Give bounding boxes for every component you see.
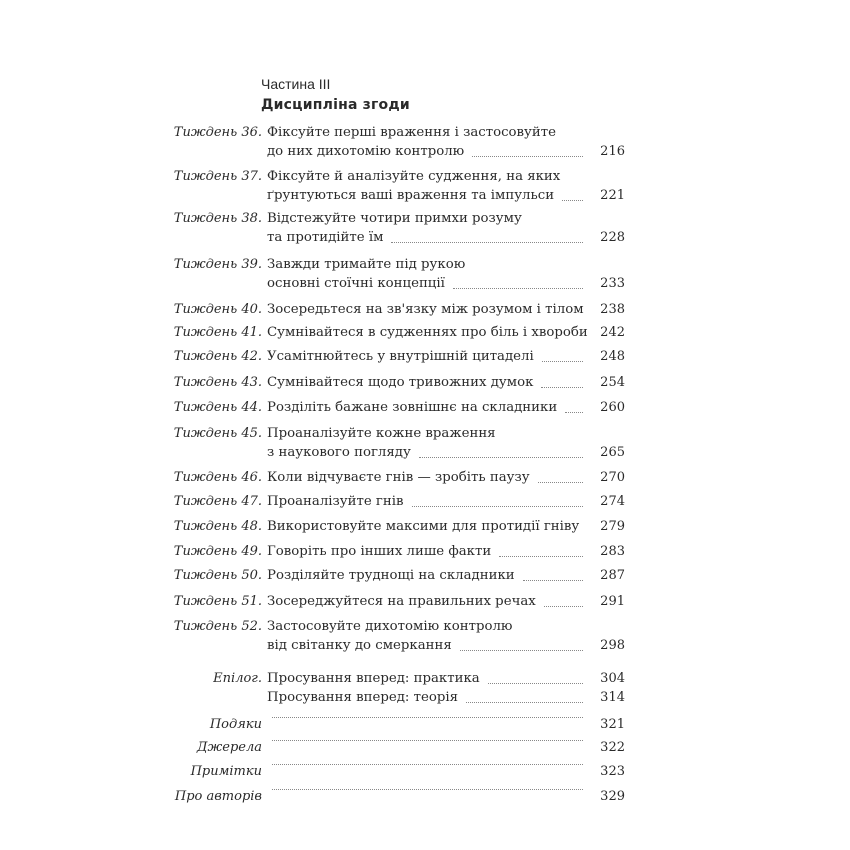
entry-label: Тиждень 45. [173, 426, 262, 441]
part-label: Частина III [261, 76, 331, 92]
entry-title [267, 168, 583, 186]
entry-title-text: Коли відчуваєте гнів — зробіть паузу [267, 470, 530, 485]
entry-label: Тиждень 40. [173, 302, 262, 317]
dot-leader [391, 241, 583, 243]
page-number: 291 [600, 594, 625, 609]
entry-label: Тиждень 52. [173, 619, 262, 634]
toc-entry[interactable] [0, 374, 850, 392]
page-number: 287 [600, 568, 625, 583]
dot-leader [544, 605, 583, 607]
entry-title-text: Відстежуйте чотири примхи розуму [267, 211, 522, 226]
entry-title [272, 788, 583, 794]
page-number: 298 [600, 638, 625, 653]
entry-title [272, 716, 583, 722]
dot-leader [466, 701, 583, 703]
entry-title-text: Просування вперед: теорія [267, 690, 459, 705]
page-number: 322 [600, 740, 625, 755]
dot-leader [272, 763, 583, 765]
toc-entry[interactable] [0, 399, 850, 417]
entry-label: Подяки [209, 717, 262, 732]
entry-label: Про авторів [174, 789, 262, 804]
dot-leader [419, 456, 583, 458]
dot-leader [542, 360, 583, 362]
entry-title [267, 143, 583, 161]
entry-title [267, 210, 583, 228]
entry-title-text: Фіксуйте перші враження і застосовуйте [267, 125, 556, 140]
entry-title [267, 425, 583, 443]
toc-entry[interactable] [0, 716, 850, 734]
dot-leader [472, 155, 583, 157]
toc-entry[interactable] [0, 689, 850, 707]
page-number: 228 [600, 230, 625, 245]
page-number: 321 [600, 717, 625, 732]
entry-title-text: Зосереджуйтеся на правильних речах [267, 594, 536, 609]
entry-label: Тиждень 42. [173, 349, 262, 364]
part-title: Дисципліна згоди [261, 97, 410, 113]
dot-leader [488, 682, 583, 684]
entry-title-text: Сумнівайтеся в судженнях про біль і хвороби [267, 325, 588, 340]
dot-leader [562, 199, 583, 201]
entry-title-text: Завжди тримайте під рукою [267, 257, 466, 272]
toc-entry[interactable] [0, 425, 850, 443]
entry-title-text: Розділяйте труднощі на складники [267, 568, 515, 583]
toc-entry[interactable] [0, 229, 850, 247]
toc-entry[interactable] [0, 593, 850, 611]
entry-title [267, 124, 583, 142]
toc-entry[interactable] [0, 618, 850, 636]
entry-title [267, 374, 583, 392]
entry-label: Тиждень 37. [173, 169, 262, 184]
dot-leader [460, 649, 583, 651]
toc-entry[interactable] [0, 493, 850, 511]
entry-title [272, 739, 583, 745]
dot-leader [272, 739, 583, 741]
entry-title [267, 567, 583, 585]
entry-title [267, 399, 583, 417]
toc-entry[interactable] [0, 567, 850, 585]
entry-title-text: Проаналізуйте кожне враження [267, 426, 496, 441]
toc-entry[interactable] [0, 469, 850, 487]
entry-title-text: Говоріть про інших лише факти [267, 544, 492, 559]
toc-entry[interactable] [0, 739, 850, 757]
dot-leader [565, 411, 583, 413]
toc-entry[interactable] [0, 324, 850, 342]
page-number: 216 [600, 144, 625, 159]
entry-title [267, 618, 583, 636]
page-number: 279 [600, 519, 625, 534]
entry-title-text: з наукового погляду [267, 445, 411, 460]
dot-leader [541, 386, 583, 388]
entry-label: Епілог. [213, 671, 262, 686]
entry-title [272, 763, 583, 769]
entry-title-text: Проаналізуйте гнів [267, 494, 404, 509]
toc-entry[interactable] [0, 543, 850, 561]
dot-leader [453, 287, 583, 289]
page-number: 314 [600, 690, 625, 705]
entry-title [267, 670, 583, 688]
entry-title-text: та протидійте їм [267, 230, 384, 245]
toc-entry[interactable] [0, 670, 850, 688]
entry-label: Тиждень 47. [173, 494, 262, 509]
dot-leader [272, 716, 583, 718]
dot-leader [523, 579, 583, 581]
entry-title-text: Просування вперед: практика [267, 671, 480, 686]
page-number: 221 [600, 188, 625, 203]
entry-title-text: Зосередьтеся на зв'язку між розумом і тілом [267, 302, 584, 317]
toc-entry[interactable] [0, 637, 850, 655]
toc-entry[interactable] [0, 275, 850, 293]
entry-label: Примітки [190, 764, 262, 779]
page-number: 238 [600, 302, 625, 317]
entry-title [267, 689, 583, 707]
entry-label: Тиждень 46. [173, 470, 262, 485]
dot-leader [412, 505, 584, 507]
entry-title [267, 324, 588, 342]
toc-entry[interactable] [0, 518, 850, 536]
page-number: 260 [600, 400, 625, 415]
entry-label: Тиждень 36. [173, 125, 262, 140]
page-number: 254 [600, 375, 625, 390]
page-number: 233 [600, 276, 625, 291]
entry-title-text: Усамітнюйтесь у внутрішній цитаделі [267, 349, 534, 364]
entry-title [267, 275, 583, 293]
toc-entry[interactable] [0, 763, 850, 781]
entry-title-text: Розділіть бажане зовнішнє на складники [267, 400, 558, 415]
entry-title [267, 637, 583, 655]
entry-title [267, 256, 583, 274]
entry-title [267, 469, 583, 487]
entry-title [267, 493, 583, 511]
entry-label: Тиждень 50. [173, 568, 262, 583]
entry-label: Тиждень 41. [173, 325, 262, 340]
entry-title [267, 593, 583, 611]
page-number: 323 [600, 764, 625, 779]
page-number: 283 [600, 544, 625, 559]
entry-title-text: основні стоїчні концепції [267, 276, 445, 291]
dot-leader [272, 788, 583, 790]
toc-entry[interactable] [0, 444, 850, 462]
page-number: 274 [600, 494, 625, 509]
entry-title [267, 444, 583, 462]
entry-label: Тиждень 49. [173, 544, 262, 559]
toc-entry[interactable] [0, 210, 850, 228]
entry-title-text: Сумнівайтеся щодо тривожних думок [267, 375, 534, 390]
entry-label: Тиждень 38. [173, 211, 262, 226]
page-number: 265 [600, 445, 625, 460]
toc-entry[interactable] [0, 301, 850, 319]
entry-title [267, 301, 583, 319]
dot-leader [538, 481, 583, 483]
entry-title-text: Застосовуйте дихотомію контролю [267, 619, 513, 634]
toc-entry[interactable] [0, 187, 850, 205]
toc-entry[interactable] [0, 256, 850, 274]
page-number: 242 [600, 325, 625, 340]
entry-label: Джерела [196, 740, 262, 755]
entry-title-text: Фіксуйте й аналізуйте судження, на яких [267, 169, 561, 184]
toc-entry[interactable] [0, 348, 850, 366]
entry-label: Тиждень 48. [173, 519, 262, 534]
entry-title [267, 229, 583, 247]
toc-entry[interactable] [0, 124, 850, 142]
entry-label: Тиждень 39. [173, 257, 262, 272]
toc-entry[interactable] [0, 168, 850, 186]
entry-label: Тиждень 44. [173, 400, 262, 415]
entry-title [267, 187, 583, 205]
entry-title-text: до них дихотомію контролю [267, 144, 465, 159]
entry-title-text: Використовуйте максими для протидії гніву [267, 519, 580, 534]
entry-title [267, 543, 583, 561]
entry-title [267, 518, 583, 536]
entry-title-text: від світанку до смеркання [267, 638, 452, 653]
page-number: 248 [600, 349, 625, 364]
entry-label: Тиждень 43. [173, 375, 262, 390]
toc-entry[interactable] [0, 143, 850, 161]
entry-label: Тиждень 51. [173, 594, 262, 609]
page-number: 270 [600, 470, 625, 485]
page-number: 329 [600, 789, 625, 804]
toc-entry[interactable] [0, 788, 850, 806]
entry-title [267, 348, 583, 366]
dot-leader [499, 555, 583, 557]
entry-title-text: ґрунтуються ваші враження та імпульси [267, 188, 555, 203]
page-number: 304 [600, 671, 625, 686]
